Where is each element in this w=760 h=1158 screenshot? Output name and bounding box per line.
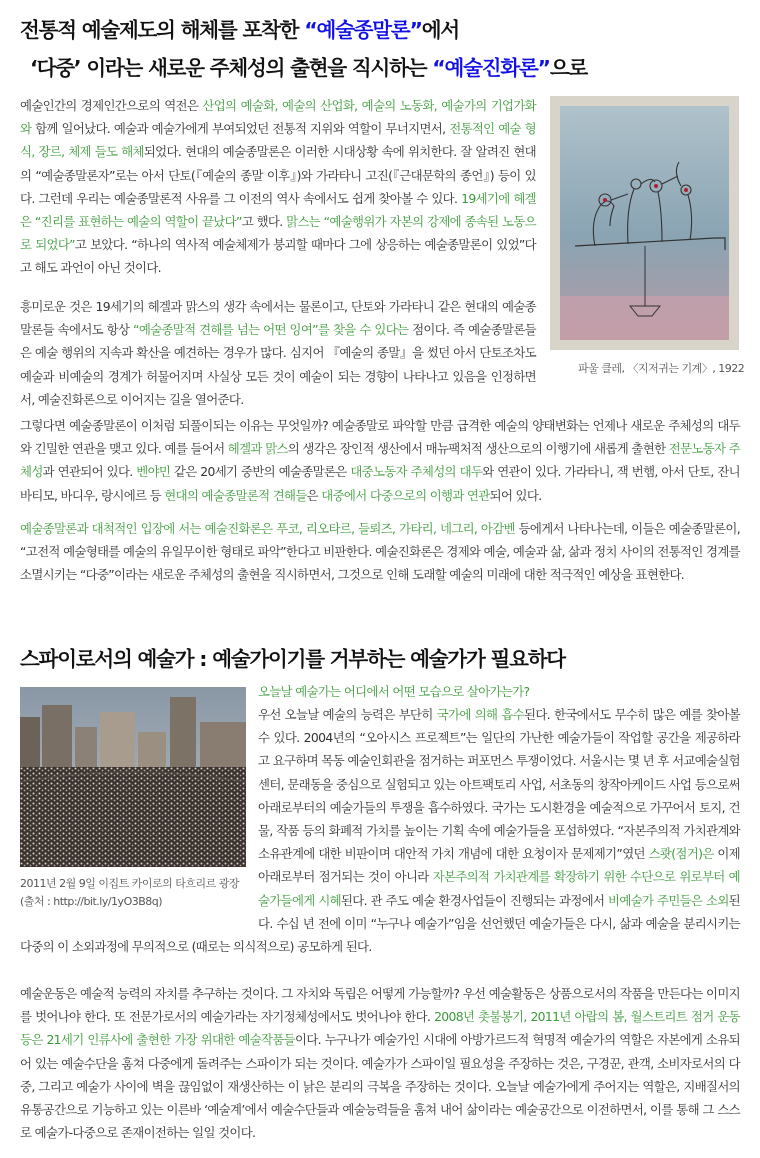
highlighted-text: 벤야민 [136,464,171,480]
body-text: 고 보았다. “하나의 역사적 예술체제가 붕괴할 때마다 그에 상응하는 예술종말론이 있었”다고 해도 과언이 아닌 것이다. [20,237,536,276]
highlighted-text: 국가에 의해 흡수 [436,707,525,722]
body-text: 의 생각은 장인적 생산에서 매뉴팩처적 생산으로의 이행기에 새롭게 출현한 [287,441,669,457]
body-text: 예술인간의 경제인간으로의 역전은 [20,98,203,113]
highlighted-text: 헤겔과 맑스 [227,441,288,457]
highlighted-text: 대중에서 다중으로의 이행과 연관 [321,487,490,503]
body-text: 과 연관되어 있다. [42,464,137,480]
highlighted-text: 19세기에 헤겔은 “진리를 표현하는 예술의 역할이 끝났다” [20,190,536,230]
twittering-machine-painting [550,96,739,350]
body-text: 된다. 관 주도 예술 환경사업들이 진행되는 과정에서 [340,892,609,908]
section2-paragraph-1-text [20,703,740,958]
highlighted-text: 현대의 예술종말론적 견해들 [164,487,307,503]
body-text: 되어 있다. [489,487,542,503]
section1-title-line2: ‘다중’ 이라는 새로운 주체성의 출현을 직시하는 “예술진화론”으로 [30,56,588,80]
body-text: 우선 오늘날 예술의 능력은 부단히 [258,707,437,722]
highlighted-text: 비예술가 주민들은 소외 [608,892,729,908]
body-text: 된다. 한국에서도 무수히 많은 예를 찾아볼 수 있다. 2004년의 “오아시스 프로젝트”는 일단의 가난한 예술가들이 작업할 공간을 제공하라고 요구하며 목동 예술인회관을 점거하는 퍼포먼스 투쟁이었다. 서울시는 몇 년 후 서교예술실험센터, 문래동을 중심으로 실험되고 있는 아트팩토리 사업, 서초동의 창작아케이드 사업 등으로써 아래로부터의 예술가들의 투쟁을 흡수하였다. 국가는 도시환경을 예술적으로 가꾸어서 토지, 건물, 작품 등의 화폐적 가치를 높이는 기획 속에 예술가들을 포섭하였다. “자본주의적 가치관계와 소유관계에 대한 비판이며 대안적 가치 개념에 대한 요청이자 문제제기”였던 [258,707,740,862]
section1-paragraph-4 [20,517,740,587]
section1-paragraph-2 [20,295,536,411]
body-text: 이다. 누구나가 예술가인 시대에 아방가르드적 혁명적 예술가의 역할은 자본에게 소유되어 있는 예술수단을 훔쳐 다중에게 돌려주는 스파이가 되는 것이다. 예술가가 스파이일 필요성을 주장하는 것은, 구경꾼, 관객, 소비자로서의 다중, 그리고 예술가 사이에 벽을 끊임없이 재생산하는 이 낡은 분리의 극복을 주장하는 것이다. 오늘날 예술가에게 주어지는 역할은, 지배질서의 유통공간으로 기능하고 있는 이른바 ‘예술계’에서 예술수단들과 예술능력들을 훔쳐 내어 삶이라는 예술공간으로 이전하면서, 이를 통해 그 스스로 예술가-다중으로 존재이전하는 일일 것이다. [20,1032,741,1141]
tahrir-caption-line2: (출처 : http://bit.ly/1yO3B8q) [20,895,163,908]
body-text: 점이다. 즉 예술종말론들은 예술 행위의 지속과 확산을 예견하는 경우가 많다. 심지어 『예술의 종말』을 썼던 아서 단토조차도 예술과 비예술의 경계가 허물어지며 사실상 모든 것이 예술이 되는 경향이 나타나고 있음을 인정하면서, 예술진화론으로 이어지는 길을 열어준다. [20,322,536,407]
body-text: 된다. 수십 년 전에 이미 “누구나 예술가”임을 선언했던 예술가들은 다시, 삶과 예술을 분리시키는 다중의 이 소외과정에 무의적으로 (때로는 의식적으로) 공모하게 된다. [20,892,740,955]
section1-paragraph-3 [20,414,740,507]
body-text: 예술운동은 예술적 능력의 자치를 추구하는 것이다. 그 자치와 독립은 어떻게 가능할까? 우선 예술활동은 상품으로서의 작품을 만든다는 이미지를 벗어나야 한다. 또 전문가로서의 예술가라는 자기정체성에서도 벗어나야 한다. [20,986,740,1025]
body-text: 등에게서 나타나는데, 이들은 예술종말론이, “고전적 예술형태를 예술의 유일무이한 형태로 파악”한다고 비판한다. 예술진화론은 경제와 예술, 예술과 삶, 삶과 정치 사이의 전통적인 경계를 소멸시키는 “다중”이라는 새로운 주체성의 출현을 직시하면서, 그것으로 인해 도래할 예술의 미래에 대한 적극적인 예상을 표현한다. [20,521,740,583]
highlighted-text: 2008년 촛불봉기, 2011년 아랍의 봄, 월스트리트 점거 운동 등은 21세기 인류사에 출현한 가장 위대한 예술작품들 [20,1009,740,1048]
section1-paragraph-1 [20,94,536,280]
highlighted-text: 산업의 예술화, 예술의 산업화, 예술의 노동화, 예술가의 기업가화와 [20,98,536,137]
highlighted-text: 맑스는 “예술행위가 자본의 강제에 종속된 노동으로 되었다” [20,214,537,253]
section2-paragraph-1 [20,703,740,958]
highlighted-text: 전통적인 예술 형식, 장르, 체제 들도 해체 [20,121,536,160]
highlighted-text: 대중노동자 주체성의 대두 [350,464,483,480]
body-text: 은 [306,487,322,503]
body-text: 흥미로운 것은 19세기의 헤겔과 맑스의 생각 속에서는 물론이고, 단토와 가라타니 같은 현대의 예술종말론들 속에서도 항상 [20,299,536,338]
body-text: 고 했다. [241,214,287,230]
body-text: 함께 일어났다. 예술과 예술가에게 부여되었던 전통적 지위와 역할이 무너지면서, [31,121,450,137]
highlighted-text: 오늘날 예술가는 어디에서 어떤 모습으로 살아가는가? [258,684,530,699]
highlighted-text: 자본주의적 가치관계를 확장하기 위한 수단으로 위로부터 예술가들에게 시혜 [258,869,740,908]
body-text: 되었다. 현대의 예술종말론은 이러한 시대상황 속에 위치한다. 잘 알려진 현대의 “예술종말론자”로는 아서 단토(『예술의 종말 이후』)와 가라타니 고진(『근대문학의 종언』) 등이 있다. 그런데 우리는 예술종말론적 사유를 그 이전의 역사 속에서도 쉽게 찾아볼 수 있다. [20,144,536,206]
highlighted-text: 스쾃(점거)은 [648,846,714,862]
section2-lead-question [258,680,740,703]
section2-paragraph-2 [20,982,740,1144]
section1-title-line1: 전통적 예술제도의 해체를 포착한 “예술종말론”에서 [20,18,459,42]
highlighted-text: “예술종말적 견해를 넘는 어떤 잉여”를 찾을 수 있다는 [133,322,409,338]
section2-title: 스파이로서의 예술가 : 예술가이기를 거부하는 예술가가 필요하다 [20,647,565,671]
body-text: 와 연관이 있다. 가라타니, 잭 번햄, 아서 단토, 잔니 바티모, 바디우, 랑시에르 등 [20,464,740,503]
highlighted-text: 전문노동자 주체성 [20,441,740,480]
klee-image-caption: 파울 클레, 〈지저귀는 기계〉, 1922 [578,362,745,375]
tahrir-caption-line1: 2011년 2월 9일 이집트 카이로의 타흐리르 광장 [20,877,239,890]
body-text: 같은 20세기 중반의 예술종말론은 [170,464,351,480]
highlighted-text: 예술종말론과 대척적인 입장에 서는 예술진화론은 푸코, 리오타르, 들뢰즈, 가타리, 네그리, 아감벤 [20,521,515,536]
body-text: 그렇다면 예술종말론이 이처럼 되풀이되는 이유는 무엇일까? 예술종말로 파악할 만큼 급격한 예술의 양태변화는 언제나 새로운 주체성의 대두와 긴밀한 연관을 맺고 있다. 예를 들어서 [20,418,740,457]
body-text: 이제 아래로부터 점거되는 것이 아니라 [258,846,740,885]
